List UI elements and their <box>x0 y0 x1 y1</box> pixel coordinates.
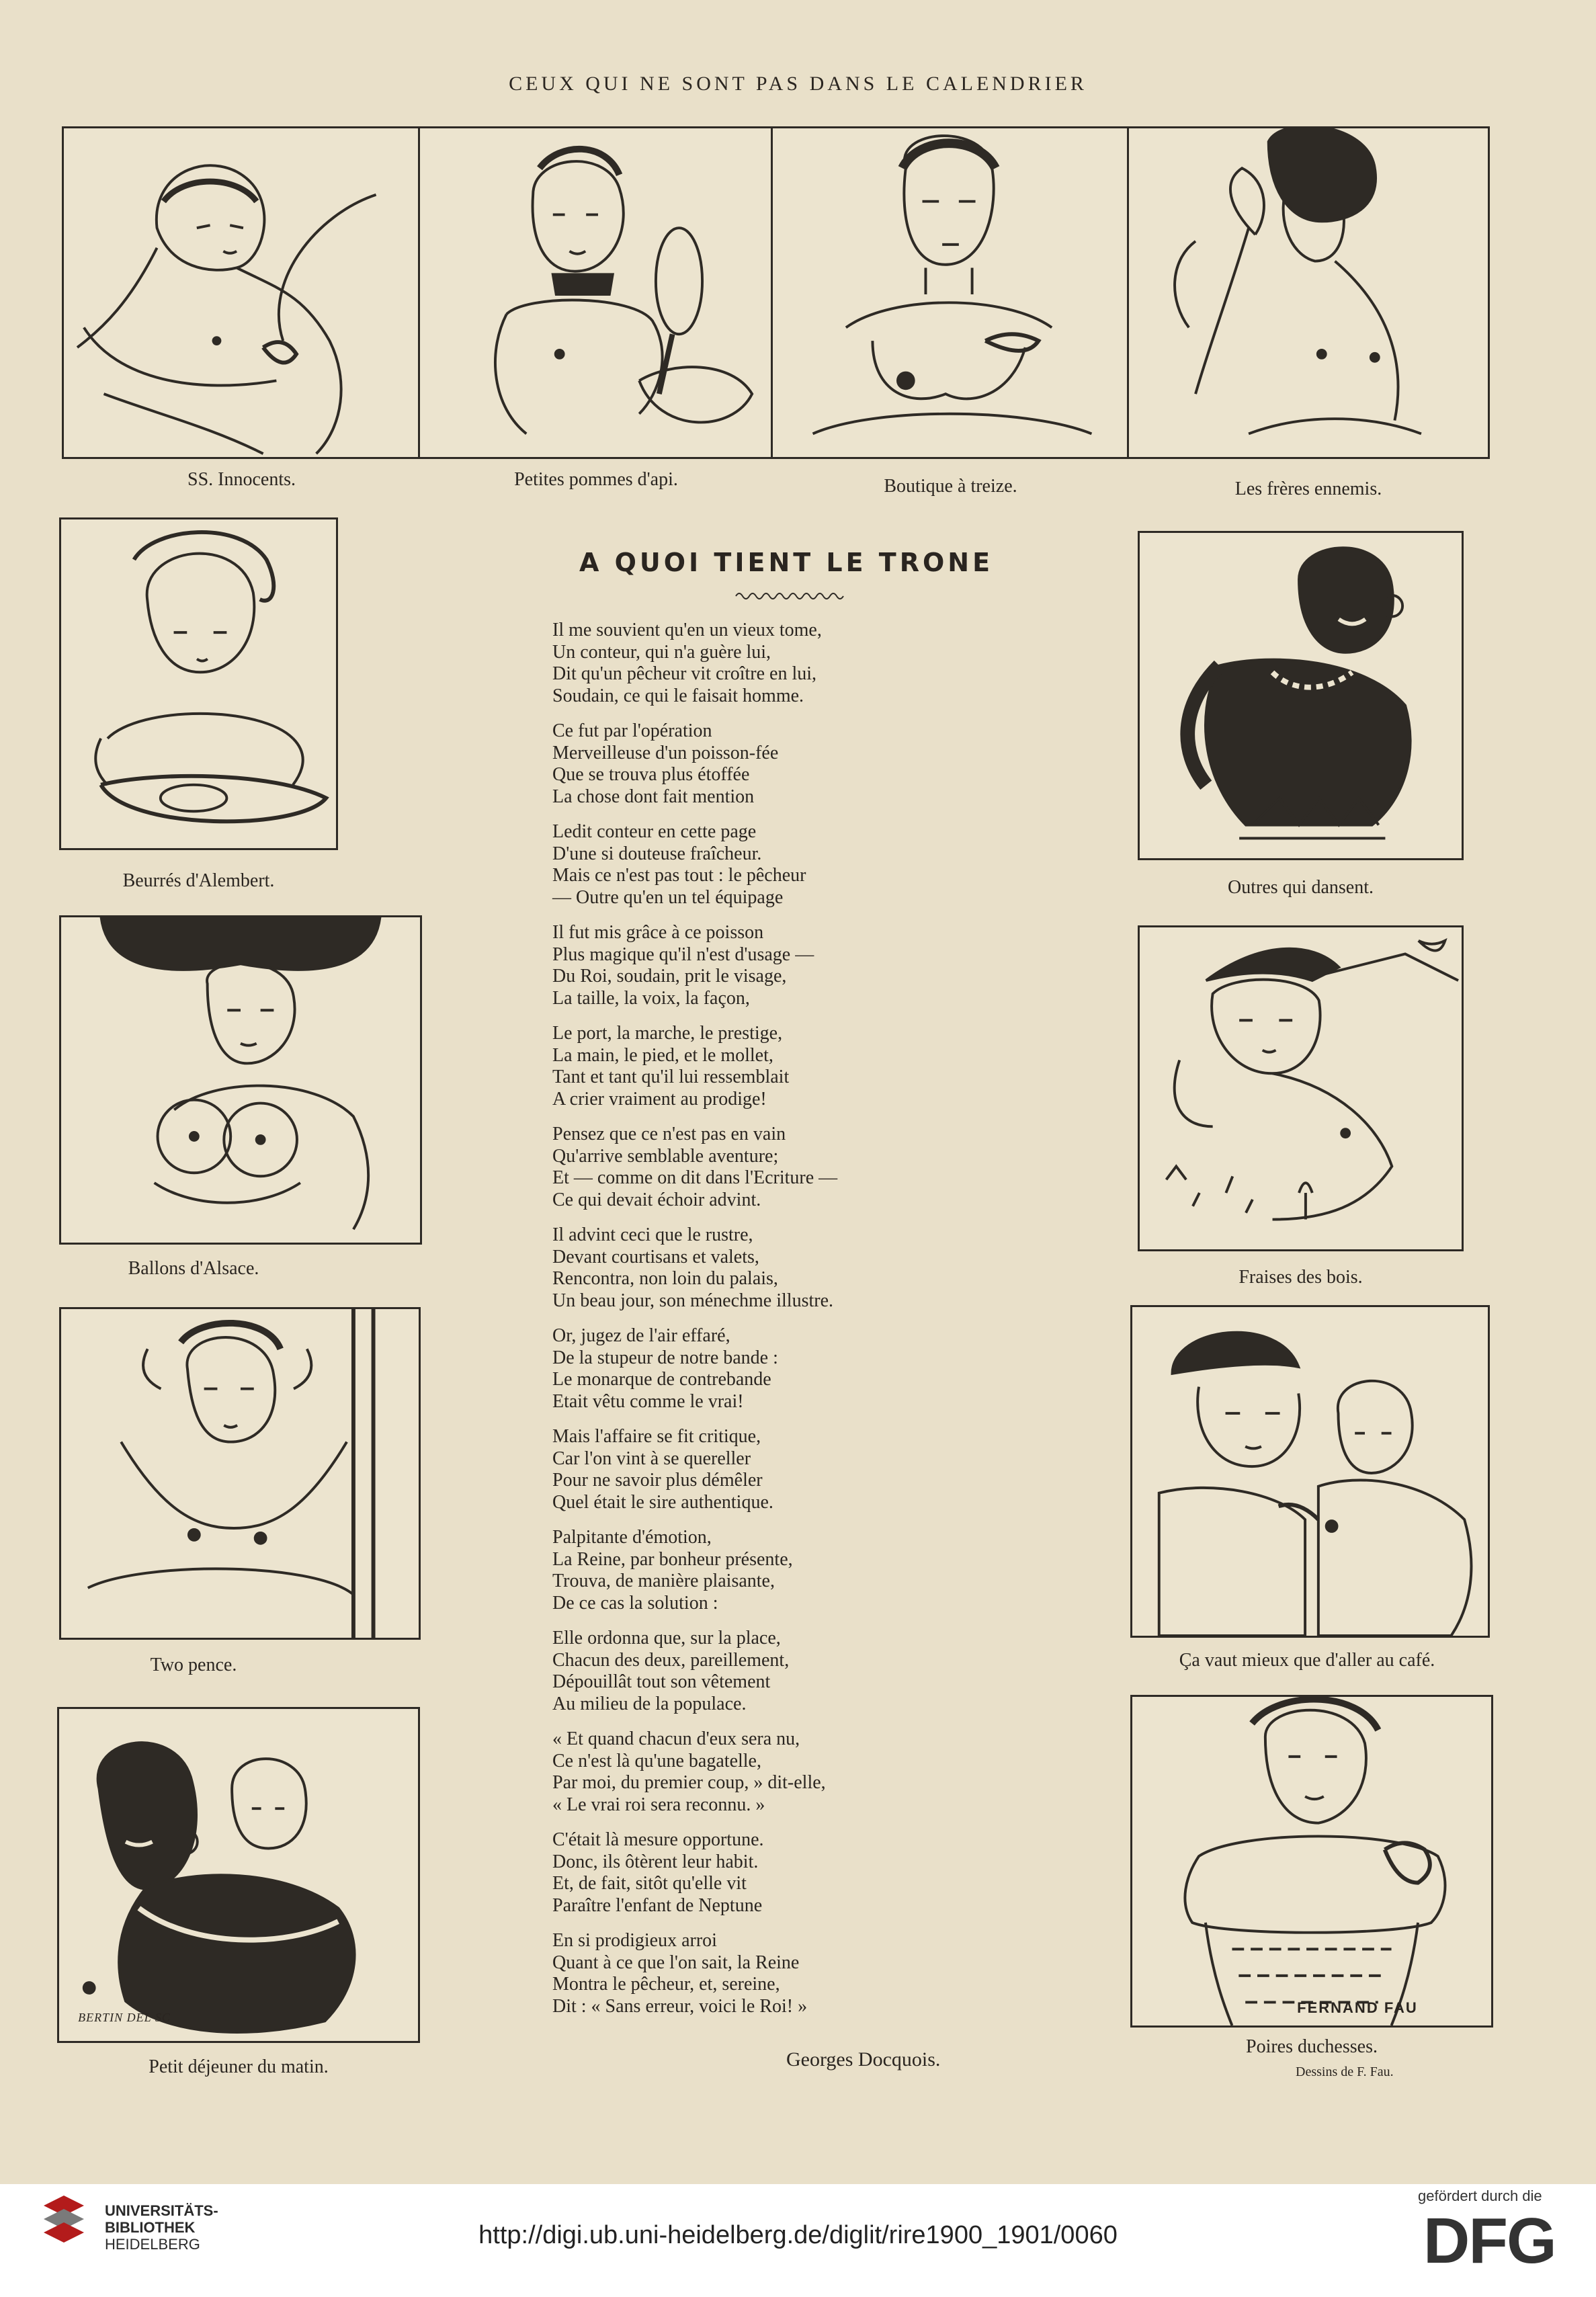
illustration-two-pence <box>59 1307 421 1640</box>
poem-line: Que se trouva plus étoffée <box>552 764 750 785</box>
illustration-ss-innocents <box>62 126 421 459</box>
poem-line: Le monarque de contrebande <box>552 1369 771 1390</box>
caption-boutique-a-treize: Boutique à treize. <box>884 476 1017 497</box>
poem-line: Etait vêtu comme le vrai! <box>552 1390 744 1412</box>
poem-stanza <box>552 821 1023 909</box>
poem-stanza <box>552 1325 1023 1413</box>
poem-line: Il advint ceci que le rustre, <box>552 1224 753 1245</box>
caption-ss-innocents: SS. Innocents. <box>187 469 296 490</box>
dfg-logo: DFG <box>1423 2205 1556 2277</box>
poem-line: Quant à ce que l'on sait, la Reine <box>552 1952 800 1973</box>
poem-line: Merveilleuse d'un poisson-fée <box>552 742 779 763</box>
poem-stanza <box>552 1527 1023 1614</box>
poem-line: La main, le pied, et le mollet, <box>552 1044 773 1066</box>
poem-line: Dit qu'un pêcheur vit croître en lui, <box>552 663 817 684</box>
poem-stanza <box>552 620 1023 707</box>
poem-line: « Et quand chacun d'eux sera nu, <box>552 1728 800 1749</box>
poem-line: Par moi, du premier coup, » dit-elle, <box>552 1772 826 1793</box>
poem-line: Paraître l'enfant de Neptune <box>552 1894 763 1916</box>
poem-line: Il me souvient qu'en un vieux tome, <box>552 620 822 640</box>
poem-line: Soudain, ce qui le faisait homme. <box>552 685 804 706</box>
caption-poires-duchesses: Poires duchesses. <box>1246 2036 1378 2057</box>
poem-line: Dépouillât tout son vêtement <box>552 1671 771 1692</box>
poem-line: Le port, la marche, le prestige, <box>552 1023 783 1044</box>
poem-line: Un beau jour, son ménechme illustre. <box>552 1290 833 1311</box>
illustration-boutique-a-treize <box>771 126 1130 459</box>
poem-line: Elle ordonna que, sur la place, <box>552 1628 781 1648</box>
poem-line: En si prodigieux arroi <box>552 1930 717 1951</box>
poem-body <box>552 620 1023 2031</box>
illustration-petit-dejeuner <box>57 1707 420 2043</box>
poem-line: Ce qui devait échoir advint. <box>552 1189 761 1210</box>
poem-line: C'était là mesure opportune. <box>552 1829 764 1850</box>
poem-author: Georges Docquois. <box>786 2048 941 2071</box>
poem-line: Qu'arrive semblable aventure; <box>552 1145 779 1167</box>
poem-line: Dit : « Sans erreur, voici le Roi! » <box>552 1995 808 2017</box>
poem-line: Au milieu de la populace. <box>552 1693 747 1714</box>
illustration-poires-duchesses <box>1130 1695 1493 2028</box>
caption-ca-vaut-mieux: Ça vaut mieux que d'aller au café. <box>1179 1650 1435 1671</box>
poem-line: Il fut mis grâce à ce poisson <box>552 922 764 943</box>
poem-line: Palpitante d'émotion, <box>552 1527 712 1548</box>
illustration-ballons-dalsace <box>59 915 422 1245</box>
poem-line: Ce fut par l'opération <box>552 720 712 741</box>
signature-bertin: BERTIN DEL SC <box>78 2011 171 2024</box>
poem-line: Chacun des deux, pareillement, <box>552 1649 790 1671</box>
source-url[interactable]: http://digi.ub.uni-heidelberg.de/diglit/rire1900_1901/0060 <box>478 2221 1118 2249</box>
poem-line: Un conteur, qui n'a guère lui, <box>552 641 771 663</box>
illustrations-credit: Dessins de F. Fau. <box>1296 2064 1394 2079</box>
poem-stanza <box>552 922 1023 1009</box>
caption-ballons-dalsace: Ballons d'Alsace. <box>128 1258 259 1279</box>
poem-line: D'une si douteuse fraîcheur. <box>552 843 762 864</box>
poem-line: Plus magique qu'il n'est d'usage — <box>552 944 814 965</box>
caption-freres-ennemis: Les frères ennemis. <box>1234 478 1382 499</box>
poem-line: La Reine, par bonheur présente, <box>552 1548 793 1570</box>
poem-line: Car l'on vint à se quereller <box>552 1448 751 1469</box>
poem-stanza <box>552 1930 1023 2017</box>
caption-outres-qui-dansent: Outres qui dansent. <box>1228 877 1374 898</box>
poem-line: Devant courtisans et valets, <box>552 1246 759 1267</box>
poem-line: Tant et tant qu'il lui ressemblait <box>552 1067 790 1087</box>
institution-line-2: BIBLIOTHEK <box>105 2219 196 2236</box>
institution-line-1: UNIVERSITÄTS- <box>105 2202 218 2219</box>
poem-line: Trouva, de manière plaisante, <box>552 1571 775 1591</box>
poem-line: Mais ce n'est pas tout : le pêcheur <box>552 865 806 886</box>
poem-line: Montra le pêcheur, et, sereine, <box>552 1974 780 1995</box>
illustration-beurres-dalembert <box>59 517 338 850</box>
poem-stanza <box>552 1829 1023 1917</box>
poem-line: De la stupeur de notre bande : <box>552 1347 778 1368</box>
poem-line: Ledit conteur en cette page <box>552 821 757 842</box>
illustration-petites-pommes <box>418 126 774 459</box>
poem-stanza <box>552 1426 1023 1513</box>
poem-line: Du Roi, soudain, prit le visage, <box>552 966 787 987</box>
illustration-fraises-des-bois <box>1138 925 1464 1251</box>
poem-stanza <box>552 1728 1023 1816</box>
poem-stanza <box>552 1224 1023 1312</box>
caption-fraises-des-bois: Fraises des bois. <box>1238 1267 1363 1288</box>
poem-stanza <box>552 1628 1023 1715</box>
title-flourish <box>732 588 847 601</box>
poem-line: La taille, la voix, la façon, <box>552 987 750 1009</box>
poem-line: Ce n'est là qu'une bagatelle, <box>552 1750 761 1771</box>
illustration-outres-qui-dansent <box>1138 531 1464 860</box>
poem-stanza <box>552 1023 1023 1110</box>
illustration-freres-ennemis <box>1127 126 1490 459</box>
poem-line: A crier vraiment au prodige! <box>552 1088 767 1110</box>
poem-line: La chose dont fait mention <box>552 786 755 807</box>
poem-stanza <box>552 1124 1023 1211</box>
funded-by-label: gefördert durch die <box>1418 2187 1542 2204</box>
poem-line: Donc, ils ôtèrent leur habit. <box>552 1851 759 1872</box>
signature-fernand-fau: FERNAND FAU <box>1297 1999 1418 2016</box>
illustration-ca-vaut-mieux <box>1130 1305 1490 1638</box>
page-header: CEUX QUI NE SONT PAS DANS LE CALENDRIER <box>509 73 1087 95</box>
poem-stanza <box>552 720 1023 808</box>
poem-line: Et, de fait, sitôt qu'elle vit <box>552 1873 747 1894</box>
institution-line-3: HEIDELBERG <box>105 2236 200 2253</box>
poem-line: « Le vrai roi sera reconnu. » <box>552 1794 765 1815</box>
poem-line: Or, jugez de l'air effaré, <box>552 1325 730 1346</box>
poem-line: Rencontra, non loin du palais, <box>552 1268 778 1289</box>
caption-two-pence: Two pence. <box>150 1655 237 1675</box>
poem-title: A QUOI TIENT LE TRONE <box>579 548 994 577</box>
poem-line: De ce cas la solution : <box>552 1592 718 1614</box>
poem-line: Quel était le sire authentique. <box>552 1491 773 1513</box>
caption-petites-pommes: Petites pommes d'api. <box>514 469 678 490</box>
caption-petit-dejeuner: Petit déjeuner du matin. <box>149 2056 329 2077</box>
poem-line: Pour ne savoir plus démêler <box>552 1470 763 1491</box>
poem-line: Pensez que ce n'est pas en vain <box>552 1124 786 1144</box>
poem-line: Mais l'affaire se fit critique, <box>552 1426 761 1447</box>
poem-line: Et — comme on dit dans l'Ecriture — <box>552 1167 838 1188</box>
caption-beurres-dalembert: Beurrés d'Alembert. <box>122 870 275 891</box>
poem-line: — Outre qu'en un tel équipage <box>552 886 784 908</box>
